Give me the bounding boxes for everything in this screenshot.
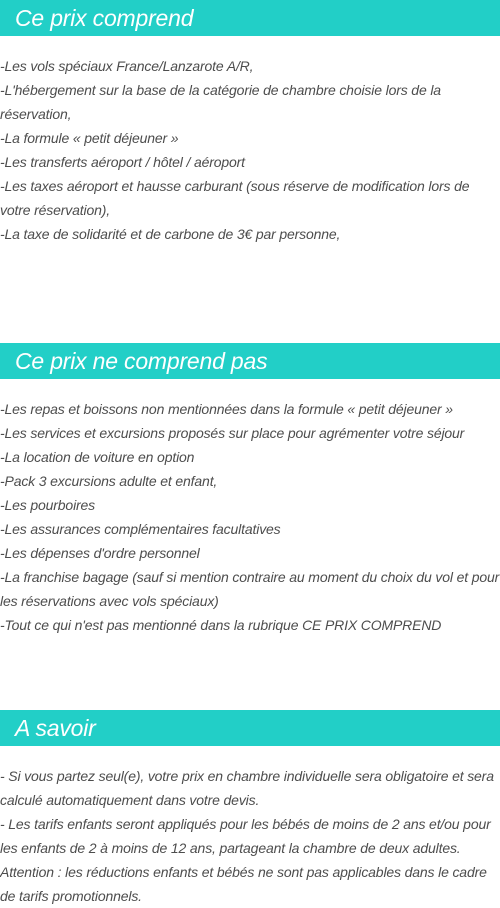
list-item: -L'hébergement sur la base de la catégorie de chambre choisie lors de la réservation, <box>0 82 441 122</box>
list-item: -Les services et excursions proposés sur place pour agrémenter votre séjour <box>0 425 465 441</box>
section-included-list <box>0 54 500 246</box>
list-item: -La formule « petit déjeuner » <box>0 130 179 146</box>
list-item: -Tout ce qui n'est pas mentionné dans la rubrique CE PRIX COMPREND <box>0 617 442 633</box>
section-not-included-header <box>0 343 500 379</box>
section-included-header <box>0 0 500 36</box>
list-item: -Les transferts aéroport / hôtel / aéroport <box>0 154 245 170</box>
list-item: -Les assurances complémentaires facultatives <box>0 521 281 537</box>
section-included <box>0 0 500 246</box>
list-item: -Les taxes aéroport et hausse carburant (sous réserve de modification lors de votre réservation), <box>0 178 470 218</box>
list-item: -La location de voiture en option <box>0 449 195 465</box>
list-item: Attention : les réductions enfants et bébés ne sont pas applicables dans le cadre de tarifs promotionnels. <box>0 864 487 904</box>
list-item: -Les dépenses d'ordre personnel <box>0 545 200 561</box>
section-good-to-know <box>0 710 500 908</box>
section-good-to-know-title: A savoir <box>15 715 96 741</box>
list-item: -Les repas et boissons non mentionnées dans la formule « petit déjeuner » <box>0 401 453 417</box>
list-item: - Les tarifs enfants seront appliqués pour les bébés de moins de 2 ans et/ou pour les enfants de 2 à moins de 12 ans, partageant la chambre de deux adultes. <box>0 816 491 856</box>
list-item: -Les pourboires <box>0 497 96 513</box>
list-item: -Les vols spéciaux France/Lanzarote A/R, <box>0 58 254 74</box>
list-item: - Si vous partez seul(e), votre prix en chambre individuelle sera obligatoire et sera calculé automatiquement dans votre devis. <box>0 768 494 808</box>
list-item: -La taxe de solidarité et de carbone de 3€ par personne, <box>0 226 341 242</box>
section-included-title: Ce prix comprend <box>15 5 194 31</box>
section-not-included <box>0 343 500 637</box>
section-not-included-list <box>0 397 500 637</box>
section-good-to-know-list <box>0 764 500 908</box>
list-item: -La franchise bagage (sauf si mention contraire au moment du choix du vol et pour les réservations avec vols spéciaux) <box>0 569 500 609</box>
list-item: -Pack 3 excursions adulte et enfant, <box>0 473 218 489</box>
section-not-included-title: Ce prix ne comprend pas <box>15 348 268 374</box>
section-good-to-know-header <box>0 710 500 746</box>
